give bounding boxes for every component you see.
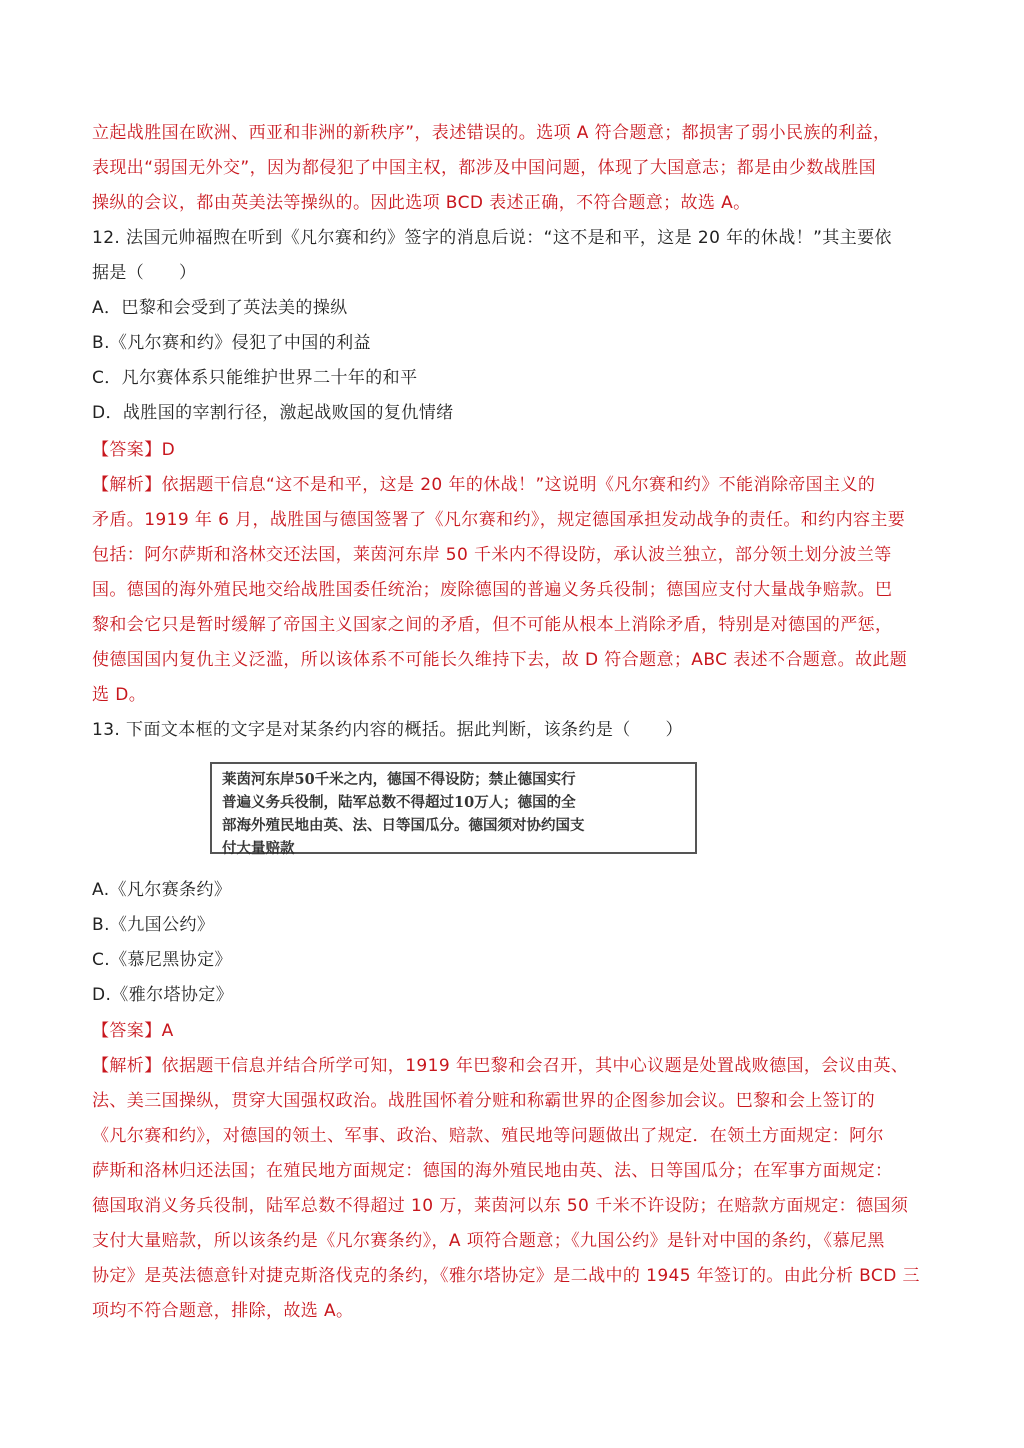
q12-analysis-line-1: 【解析】依据题干信息“这不是和平，这是 20 年的休战！”这说明《凡尔赛和约》不能消除帝国主义的	[92, 475, 876, 495]
q13-box-line-2: 普遍义务兵役制，陆军总数不得超过10万人；德国的全	[222, 794, 576, 811]
q13-option-b: B.《九国公约》	[92, 915, 215, 935]
q13-option-a: A.《凡尔赛条约》	[92, 880, 232, 900]
q13-box-line-3: 部海外殖民地由英、法、日等国瓜分。德国须对协约国支	[222, 817, 585, 834]
q13-analysis-line-3: 《凡尔赛和约》，对德国的领土、军事、政治、赔款、殖民地等问题做出了规定．在领土方面规定：阿尔	[92, 1126, 884, 1146]
q12-option-d: D．战胜国的宰割行径，激起战败国的复仇情绪	[92, 403, 454, 423]
q13-answer: 【答案】A	[92, 1021, 174, 1041]
q12-option-c: C．凡尔赛体系只能维护世界二十年的和平	[92, 368, 418, 388]
q12-analysis-line-6: 使德国国内复仇主义泛滥，所以该体系不可能长久维持下去，故 D 符合题意；ABC 表述不合题意。故此题	[92, 650, 908, 670]
q12-option-a: A．巴黎和会受到了英法美的操纵	[92, 298, 348, 318]
q13-stem: 13. 下面文本框的文字是对某条约内容的概括。据此判断，该条约是（ ）	[92, 720, 683, 740]
q13-option-d: D.《雅尔塔协定》	[92, 985, 234, 1005]
prev-analysis-line-1: 立起战胜国在欧洲、西亚和非洲的新秩序”，表述错误的。选项 A 符合题意；都损害了弱小民族的利益，	[92, 123, 891, 143]
q12-analysis-line-2: 矛盾。1919 年 6 月，战胜国与德国签署了《凡尔赛和约》，规定德国承担发动战争的责任。和约内容主要	[92, 510, 906, 530]
q13-text-box	[210, 762, 697, 857]
q12-option-b: B.《凡尔赛和约》侵犯了中国的利益	[92, 333, 371, 353]
q13-option-c: C.《慕尼黑协定》	[92, 950, 232, 970]
q13-analysis-line-1: 【解析】依据题干信息并结合所学可知，1919 年巴黎和会召开，其中心议题是处置战败德国，会议由英、	[92, 1056, 909, 1076]
q12-analysis-line-3: 包括：阿尔萨斯和洛林交还法国，莱茵河东岸 50 千米内不得设防，承认波兰独立，部分领土划分波兰等	[92, 545, 892, 565]
q13-analysis-line-5: 德国取消义务兵役制，陆军总数不得超过 10 万，莱茵河以东 50 千米不许设防；在赔款方面规定：德国须	[92, 1196, 909, 1216]
q13-box-line-4: 付大量赔款	[222, 840, 295, 857]
q12-analysis-line-7: 选 D。	[92, 685, 147, 705]
q12-stem-line-1: 12. 法国元帅福煦在听到《凡尔赛和约》签字的消息后说：“这不是和平，这是 20 年的休战！”其主要依	[92, 228, 892, 248]
q13-analysis-line-6: 支付大量赔款，所以该条约是《凡尔赛条约》，A 项符合题意；《九国公约》是针对中国的条约，《慕尼黑	[92, 1231, 885, 1251]
q13-box-line-1: 莱茵河东岸50千米之内，德国不得设防；禁止德国实行	[222, 771, 576, 788]
q13-analysis-line-7: 协定》是英法德意针对捷克斯洛伐克的条约，《雅尔塔协定》是二战中的 1945 年签订的。由此分析 BCD 三	[92, 1266, 920, 1286]
prev-analysis-line-3: 操纵的会议，都由英美法等操纵的。因此选项 BCD 表述正确，不符合题意；故选 A。	[92, 193, 751, 213]
q12-analysis-line-4: 国。德国的海外殖民地交给战胜国委任统治；废除德国的普遍义务兵役制；德国应支付大量战争赔款。巴	[92, 580, 893, 600]
q13-analysis-line-8: 项均不符合题意，排除，故选 A。	[92, 1301, 354, 1321]
q13-analysis-line-4: 萨斯和洛林归还法国；在殖民地方面规定：德国的海外殖民地由英、法、日等国瓜分；在军事方面规定：	[92, 1161, 893, 1181]
q12-answer: 【答案】D	[92, 440, 176, 460]
q13-analysis-line-2: 法、美三国操纵，贯穿大国强权政治。战胜国怀着分赃和称霸世界的企图参加会议。巴黎和会上签订的	[92, 1091, 875, 1111]
q12-stem-line-2: 据是（ ）	[92, 263, 197, 283]
prev-analysis-line-2: 表现出“弱国无外交”，因为都侵犯了中国主权，都涉及中国问题，体现了大国意志；都是由少数战胜国	[92, 158, 877, 178]
q12-analysis-line-5: 黎和会它只是暂时缓解了帝国主义国家之间的矛盾，但不可能从根本上消除矛盾，特别是对德国的严惩，	[92, 615, 893, 635]
